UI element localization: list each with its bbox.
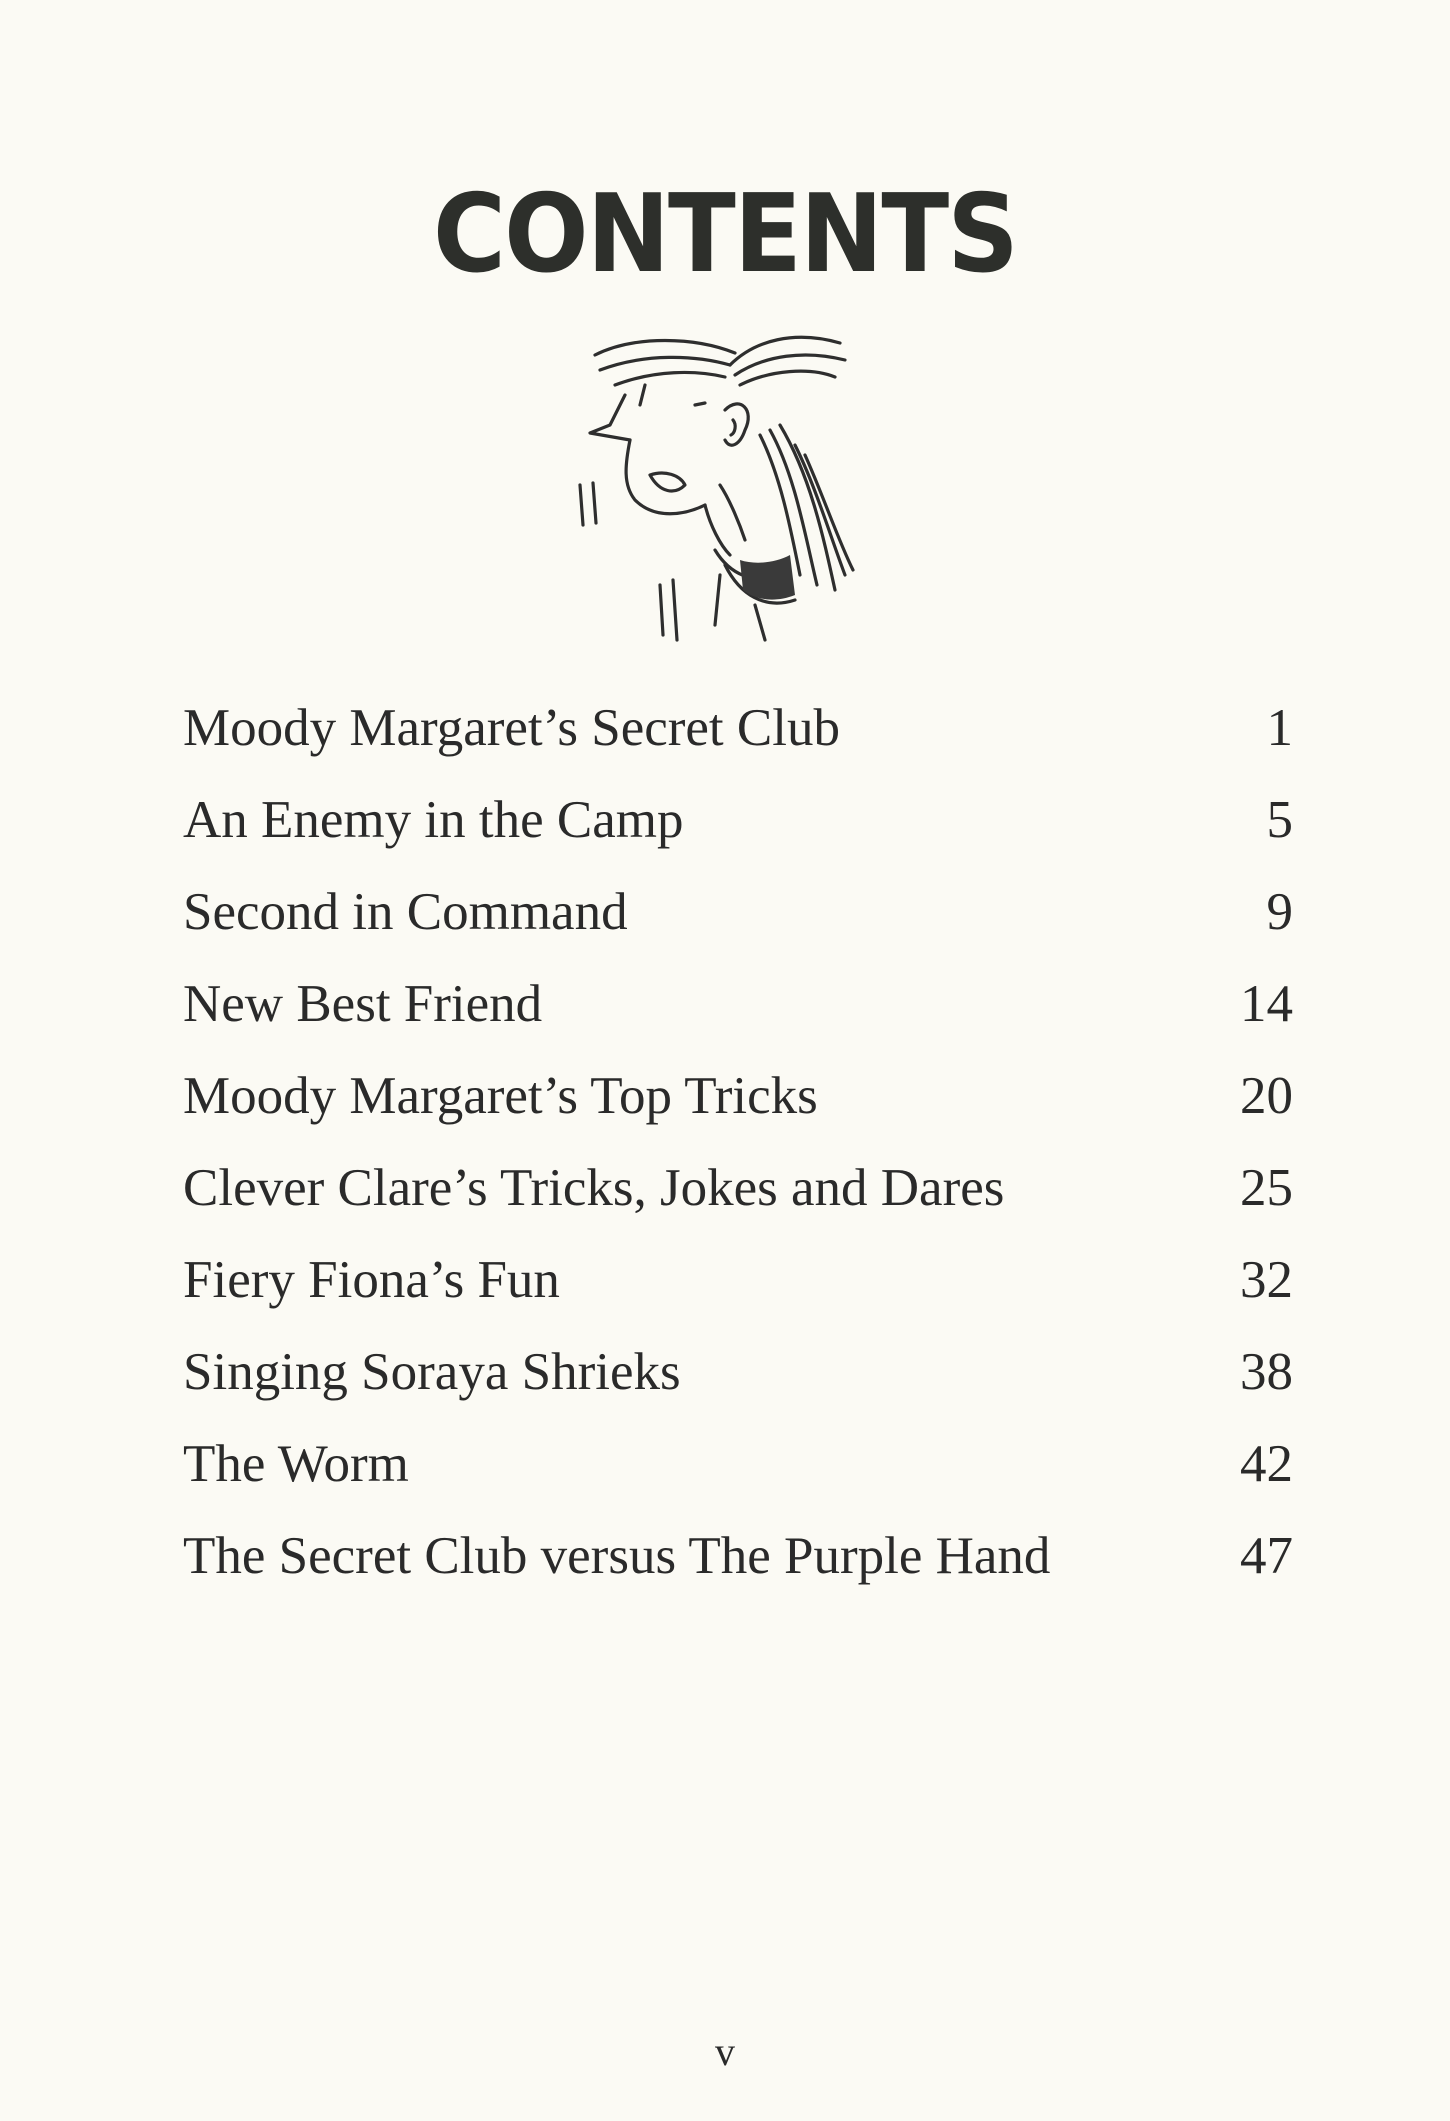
toc-entry[interactable] (183, 1518, 1293, 1610)
toc-entry-title: Second in Command (183, 883, 628, 941)
toc-entry-page: 5 (1266, 791, 1293, 849)
toc-entry[interactable] (183, 874, 1293, 966)
toc-entry-title: Singing Soraya Shrieks (183, 1343, 681, 1401)
toc-entry[interactable] (183, 1242, 1293, 1334)
toc-entry[interactable] (183, 1150, 1293, 1242)
toc-entry-page: 9 (1266, 883, 1293, 941)
toc-entry-title: New Best Friend (183, 975, 543, 1033)
toc-entry-title: Moody Margaret’s Secret Club (183, 699, 840, 757)
toc-entry-page: 47 (1240, 1527, 1293, 1585)
toc-entry[interactable] (183, 1334, 1293, 1426)
girl-cartoon-illustration-icon (555, 325, 895, 655)
toc-entry-page: 42 (1240, 1435, 1293, 1493)
toc-entry-page: 14 (1240, 975, 1293, 1033)
toc-entry-title: The Secret Club versus The Purple Hand (183, 1527, 1051, 1585)
toc-entry-title: Fiery Fiona’s Fun (183, 1251, 560, 1309)
toc-entry[interactable] (183, 1426, 1293, 1518)
toc-entry[interactable] (183, 966, 1293, 1058)
toc-entry-title: The Worm (183, 1435, 409, 1493)
toc-entry-page: 20 (1240, 1067, 1293, 1125)
toc-entry[interactable] (183, 1058, 1293, 1150)
toc-entry-title: Moody Margaret’s Top Tricks (183, 1067, 818, 1125)
toc-entry-page: 32 (1240, 1251, 1293, 1309)
page-number: v (715, 2029, 735, 2074)
toc-entry-page: 38 (1240, 1343, 1293, 1401)
contents-heading: CONTENTS (433, 172, 1017, 297)
toc-entry-page: 25 (1240, 1159, 1293, 1217)
toc-entry[interactable] (183, 782, 1293, 874)
toc-entry-page: 1 (1266, 699, 1293, 757)
toc-entry[interactable] (183, 690, 1293, 782)
toc-entry-title: An Enemy in the Camp (183, 791, 684, 849)
table-of-contents (183, 690, 1293, 1610)
toc-entry-title: Clever Clare’s Tricks, Jokes and Dares (183, 1159, 1005, 1217)
